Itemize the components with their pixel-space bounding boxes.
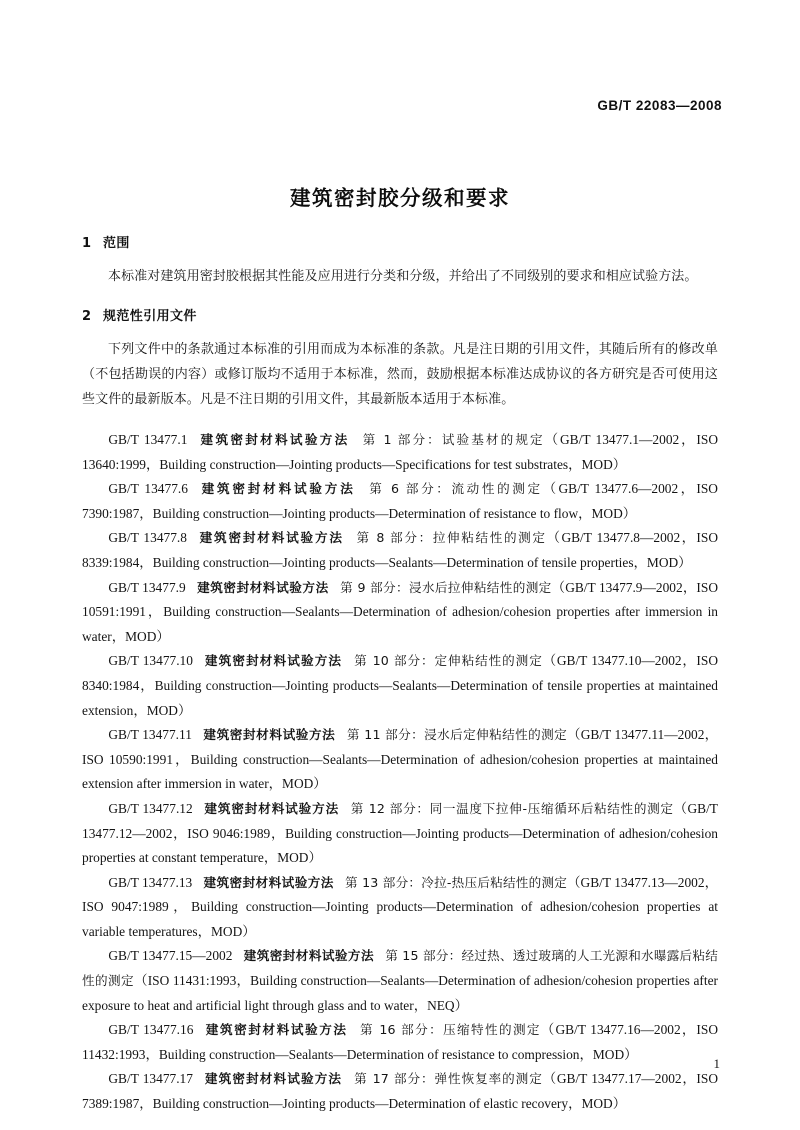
reference-code: GB/T 13477.13 <box>108 874 193 890</box>
reference-part: 第 11 部分：浸水后定伸粘结性的测定 <box>346 727 568 743</box>
reference-series: 建筑密封材料试验方法 <box>203 874 334 890</box>
reference-code: GB/T 13477.6 <box>108 481 188 497</box>
reference-paren: （GB/T 13477.6—2002，ISO 7390:1987，Building construction—Jointing products—Determination of resistance to flow，MOD） <box>82 481 718 521</box>
reference-paren: （GB/T 13477.17—2002，ISO 7389:1987，Building construction—Jointing products—Determination of elastic recovery，MOD） <box>82 1071 719 1112</box>
reference-code: GB/T 13477.8 <box>108 530 187 546</box>
document-body <box>82 232 718 1117</box>
reference-paren: （GB/T 13477.13—2002，ISO 9047:1989，Building construction—Jointing products—Determination of adhesion/cohesion properties at variable temperatures，MOD） <box>82 874 719 939</box>
reference-paren: （GB/T 13477.8—2002，ISO 8339:1984，Building construction—Jointing products—Sealants—Determination of tensile properties，MOD） <box>82 530 718 570</box>
reference-paren: （GB/T 13477.9—2002，ISO 10591:1991，Building construction—Sealants—Determination of adhesion/cohesion properties after immersion in water，MOD） <box>82 579 718 644</box>
clause-1-paragraph: 本标准对建筑用密封胶根据其性能及应用进行分类和分级，并给出了不同级别的要求和相应试验方法。 <box>108 269 698 284</box>
reference-entry <box>82 723 718 797</box>
reference-code: GB/T 13477.1 <box>108 432 188 447</box>
reference-series: 建筑密封材料试验方法 <box>203 727 336 743</box>
reference-part: 第 10 部分：定伸粘结性的测定 <box>353 653 543 669</box>
reference-code: GB/T 13477.12 <box>108 800 193 816</box>
reference-entry <box>82 944 718 1018</box>
reference-entry <box>82 797 718 871</box>
reference-series: 建筑密封材料试验方法 <box>204 1022 348 1038</box>
reference-code: GB/T 13477.11 <box>108 727 192 743</box>
reference-part: 第 1 部分：试验基材的规定 <box>360 432 545 447</box>
page-number: 1 <box>713 1056 720 1071</box>
clause-2-paragraph: 下列文件中的条款通过本标准的引用而成为本标准的条款。凡是注日期的引用文件，其随后所有的修改单（不包括勘误的内容）或修订版均不适用于本标准，然而，鼓励根据本标准达成协议的各方研究是否可使用这些文件的最新版本。凡是不注日期的引用文件，其最新版本适用于本标准。 <box>82 342 718 407</box>
reference-series: 建筑密封材料试验方法 <box>243 948 374 964</box>
reference-code: GB/T 13477.9 <box>108 579 186 595</box>
reference-part: 第 13 部分：冷拉-热压后粘结性的测定 <box>345 874 568 890</box>
clause-number-2: 2 <box>82 309 92 324</box>
reference-series: 建筑密封材料试验方法 <box>204 653 343 669</box>
reference-part: 第 9 部分：浸水后拉伸粘结性的测定 <box>339 579 552 595</box>
reference-code: GB/T 13477.16 <box>108 1022 194 1038</box>
clause-heading-1 <box>82 232 718 251</box>
reference-part: 第 12 部分：同一温度下拉伸-压缩循环后粘结性的测定 <box>350 800 674 816</box>
standard-code-header: GB/T 22083—2008 <box>597 98 722 113</box>
clause-title-1: 范围 <box>103 236 130 251</box>
reference-entry <box>82 526 718 575</box>
reference-paren: （GB/T 13477.11—2002，ISO 10590:1991，Building construction—Sealants—Determination of adhesion/cohesion properties at maintained extension after immersion in water，MOD） <box>82 727 719 792</box>
reference-entry <box>82 477 718 526</box>
reference-paren: （GB/T 13477.16—2002，ISO 11432:1993，Building construction—Sealants—Determination of resistance to compression，MOD） <box>82 1022 719 1062</box>
reference-part: 第 15 部分：经过热、透过玻璃的人工光源和水曝露后粘结性的测定 <box>82 948 718 989</box>
reference-entry <box>82 649 718 723</box>
clause-number-1: 1 <box>82 236 92 251</box>
reference-part: 第 8 部分：拉伸粘结性的测定 <box>355 530 547 546</box>
reference-paren: （GB/T 13477.12—2002，ISO 9046:1989，Building construction—Jointing products—Determination of adhesion/cohesion properties at constant temperature，MOD） <box>82 800 718 866</box>
reference-entry <box>82 871 718 945</box>
reference-code: GB/T 13477.17 <box>108 1071 193 1087</box>
reference-series: 建筑密封材料试验方法 <box>203 800 340 816</box>
reference-part: 第 16 部分：压缩特性的测定 <box>358 1022 541 1038</box>
reference-series: 建筑密封材料试验方法 <box>199 481 356 497</box>
reference-entry <box>82 428 718 477</box>
reference-paren: （GB/T 13477.10—2002，ISO 8340:1984，Building construction—Jointing products—Sealants—Determination of tensile properties at maintained extension，MOD） <box>82 653 719 718</box>
reference-series: 建筑密封材料试验方法 <box>196 579 329 595</box>
reference-code: GB/T 13477.15—2002 <box>108 948 233 964</box>
reference-series: 建筑密封材料试验方法 <box>198 530 344 546</box>
reference-entry <box>82 1067 718 1116</box>
reference-series: 建筑密封材料试验方法 <box>198 432 350 447</box>
normative-references-list <box>82 428 718 1117</box>
reference-code: GB/T 13477.10 <box>108 653 193 669</box>
reference-entry <box>82 576 718 650</box>
reference-series: 建筑密封材料试验方法 <box>204 1071 343 1087</box>
page-title: 建筑密封胶分级和要求 <box>290 185 510 210</box>
reference-part: 第 6 部分：流动性的测定 <box>366 481 543 497</box>
clause-heading-2 <box>82 305 718 324</box>
clause-title-2: 规范性引用文件 <box>103 309 197 324</box>
reference-paren: （ISO 11431:1993，Building construction—Sealants—Determination of adhesion/cohesion properties after exposure to heat and artificial light through glass and to water，NEQ） <box>82 973 718 1013</box>
reference-paren: （GB/T 13477.1—2002，ISO 13640:1999，Building construction—Jointing products—Specifications for test substrates，MOD） <box>82 432 718 472</box>
reference-part: 第 17 部分：弹性恢复率的测定 <box>353 1071 543 1087</box>
